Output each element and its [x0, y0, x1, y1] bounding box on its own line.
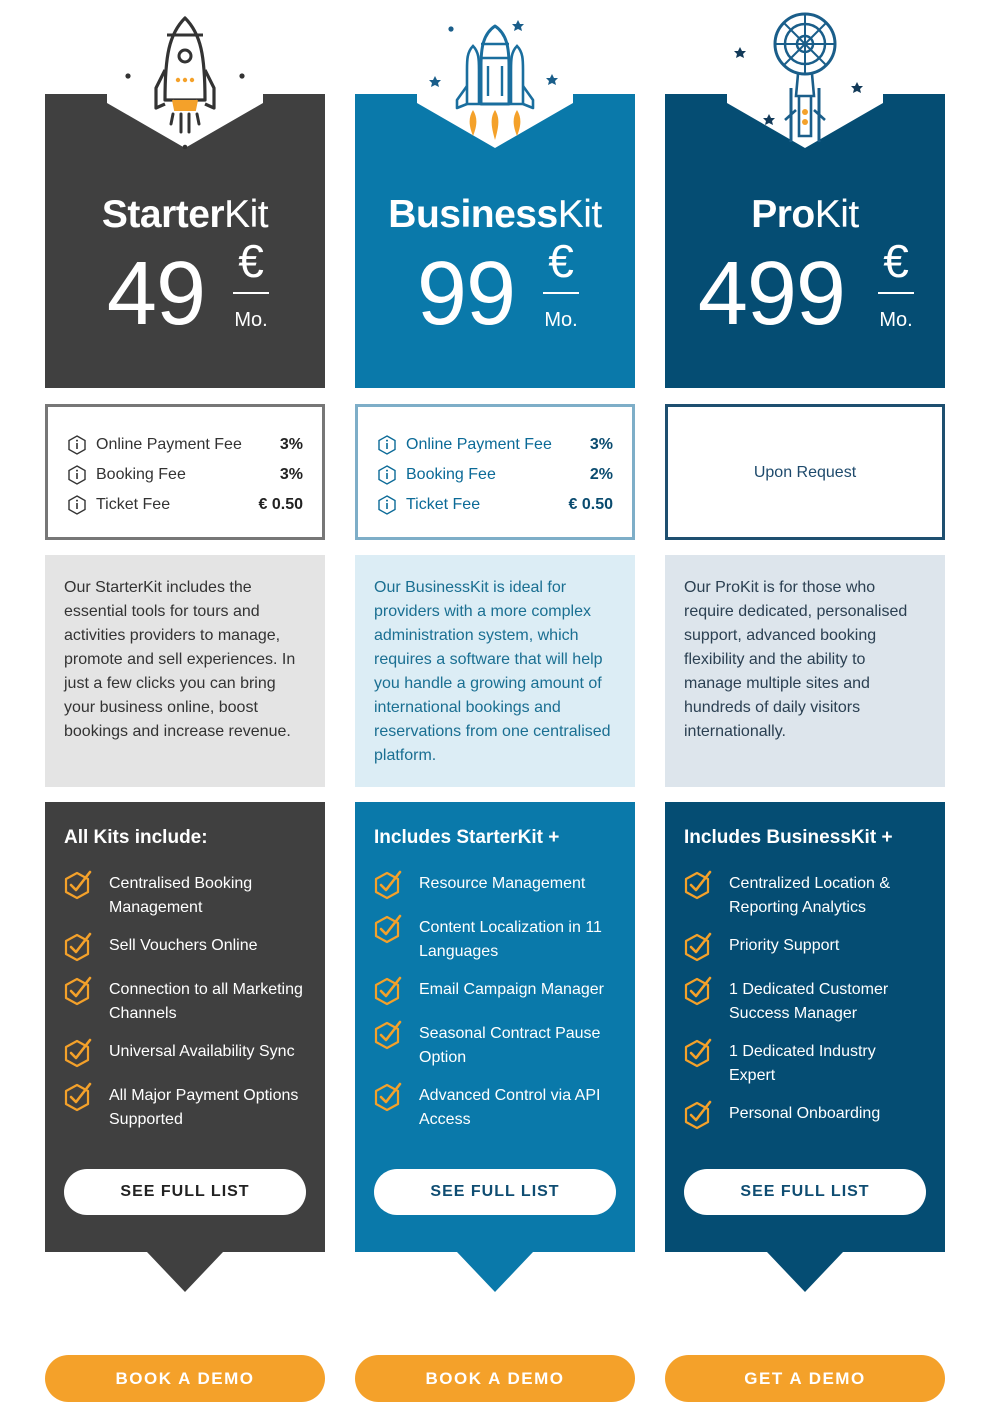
plan-title: [45, 192, 325, 238]
fee-row: [67, 463, 303, 487]
feature-text: Seasonal Contract Pause Option: [419, 1025, 601, 1066]
plan-description: Our StarterKit includes the essential tools for tours and activities providers to manage, promote and sell experiences. In just a few clicks you can bring your business online, boost bookings and increase revenue.: [45, 555, 325, 787]
feature-text: Email Campaign Manager: [419, 981, 604, 998]
fees-box: [45, 404, 325, 540]
check-badge-icon: [64, 1038, 92, 1070]
fee-label: Online Payment Fee: [406, 436, 552, 453]
feature-text: Sell Vouchers Online: [109, 937, 258, 954]
price-divider: [233, 292, 269, 294]
fee-row: [67, 493, 303, 517]
fee-row: [377, 433, 613, 457]
check-badge-icon: [374, 1020, 402, 1052]
info-icon: [67, 465, 87, 485]
plan-card-business: [355, 0, 635, 1414]
upon-request-text: Upon Request: [753, 464, 857, 481]
feature-text: Personal Onboarding: [729, 1105, 881, 1122]
fee-row: [377, 493, 613, 517]
feature-text: Content Localization in 11 Languages: [419, 919, 602, 960]
currency-symbol: €: [548, 235, 574, 287]
plan-name-light: Kit: [557, 193, 602, 236]
plan-name-bold: Starter: [101, 193, 225, 236]
fee-value: € 0.50: [258, 496, 303, 513]
billing-period: Mo.: [234, 309, 268, 331]
get-demo-button[interactable]: GET A DEMO: [665, 1355, 945, 1402]
fee-label: Ticket Fee: [406, 496, 481, 513]
check-badge-icon: [684, 1100, 712, 1132]
starship-icon: [665, 0, 945, 160]
plan-title: [355, 192, 635, 238]
feature-text: 1 Dedicated Customer Success Manager: [729, 981, 889, 1022]
features-title: Includes BusinessKit +: [684, 827, 893, 848]
info-icon: [377, 465, 397, 485]
fee-value: 3%: [279, 466, 303, 483]
plan-name-bold: Pro: [751, 193, 815, 236]
plan-card-starter: [45, 0, 325, 1414]
fee-row: [67, 433, 303, 457]
info-icon: [377, 435, 397, 455]
plan-title: [665, 192, 945, 238]
check-badge-icon: [684, 1038, 712, 1070]
features-title: All Kits include:: [64, 827, 208, 848]
check-badge-icon: [64, 976, 92, 1008]
check-badge-icon: [374, 976, 402, 1008]
currency-symbol: €: [238, 235, 264, 287]
feature-text: Connection to all Marketing Channels: [109, 981, 303, 1022]
fee-value: € 0.50: [568, 496, 613, 513]
check-badge-icon: [374, 914, 402, 946]
fee-value: 3%: [279, 436, 303, 453]
fee-row: [377, 463, 613, 487]
plan-description: Our BusinessKit is ideal for providers with a more complex administration system, which requires a software that will help you handle a growing amount of international bookings and reservations from one centralised platform.: [355, 555, 635, 787]
check-badge-icon: [684, 870, 712, 902]
info-icon: [67, 435, 87, 455]
info-icon: [377, 495, 397, 515]
space-shuttle-icon: [355, 0, 635, 160]
feature-text: Resource Management: [419, 875, 586, 892]
rocket-icon: [45, 0, 325, 160]
info-icon: [67, 495, 87, 515]
feature-text: All Major Payment Options Supported: [109, 1087, 299, 1128]
feature-text: Universal Availability Sync: [109, 1043, 295, 1060]
fee-value: 2%: [589, 466, 613, 483]
plan-name-bold: Business: [388, 193, 558, 236]
fees-box: [355, 404, 635, 540]
feature-text: Centralised Booking Management: [109, 875, 253, 916]
feature-text: Priority Support: [729, 937, 840, 954]
plan-card-pro: [665, 0, 945, 1414]
plan-price: 499: [697, 244, 845, 344]
check-badge-icon: [684, 932, 712, 964]
book-demo-button[interactable]: BOOK A DEMO: [355, 1355, 635, 1402]
fees-box: [665, 404, 945, 540]
feature-text: Centralized Location & Reporting Analytics: [729, 875, 890, 916]
billing-period: Mo.: [879, 309, 913, 331]
see-full-list-button[interactable]: SEE FULL LIST: [684, 1169, 926, 1215]
fee-label: Booking Fee: [406, 466, 496, 483]
features-title: Includes StarterKit +: [374, 827, 560, 848]
check-badge-icon: [684, 976, 712, 1008]
price-divider: [543, 292, 579, 294]
check-badge-icon: [374, 1082, 402, 1114]
fee-value: 3%: [589, 436, 613, 453]
check-badge-icon: [64, 932, 92, 964]
fee-label: Booking Fee: [96, 466, 186, 483]
currency-symbol: €: [883, 235, 909, 287]
plan-description: Our ProKit is for those who require dedicated, personalised support, advanced booking flexibility and the ability to manage multiple sites and hundreds of daily visitors internationally.: [665, 555, 945, 787]
check-badge-icon: [374, 870, 402, 902]
plan-name-light: Kit: [224, 193, 269, 236]
feature-text: Advanced Control via API Access: [419, 1087, 601, 1128]
fee-label: Ticket Fee: [96, 496, 171, 513]
see-full-list-button[interactable]: SEE FULL LIST: [374, 1169, 616, 1215]
price-divider: [878, 292, 914, 294]
check-badge-icon: [64, 870, 92, 902]
book-demo-button[interactable]: BOOK A DEMO: [45, 1355, 325, 1402]
plan-price: 49: [106, 244, 205, 344]
see-full-list-button[interactable]: SEE FULL LIST: [64, 1169, 306, 1215]
fee-label: Online Payment Fee: [96, 436, 242, 453]
plan-name-light: Kit: [814, 193, 859, 236]
check-badge-icon: [64, 1082, 92, 1114]
plan-price: 99: [416, 244, 515, 344]
feature-text: 1 Dedicated Industry Expert: [729, 1043, 876, 1084]
billing-period: Mo.: [544, 309, 578, 331]
